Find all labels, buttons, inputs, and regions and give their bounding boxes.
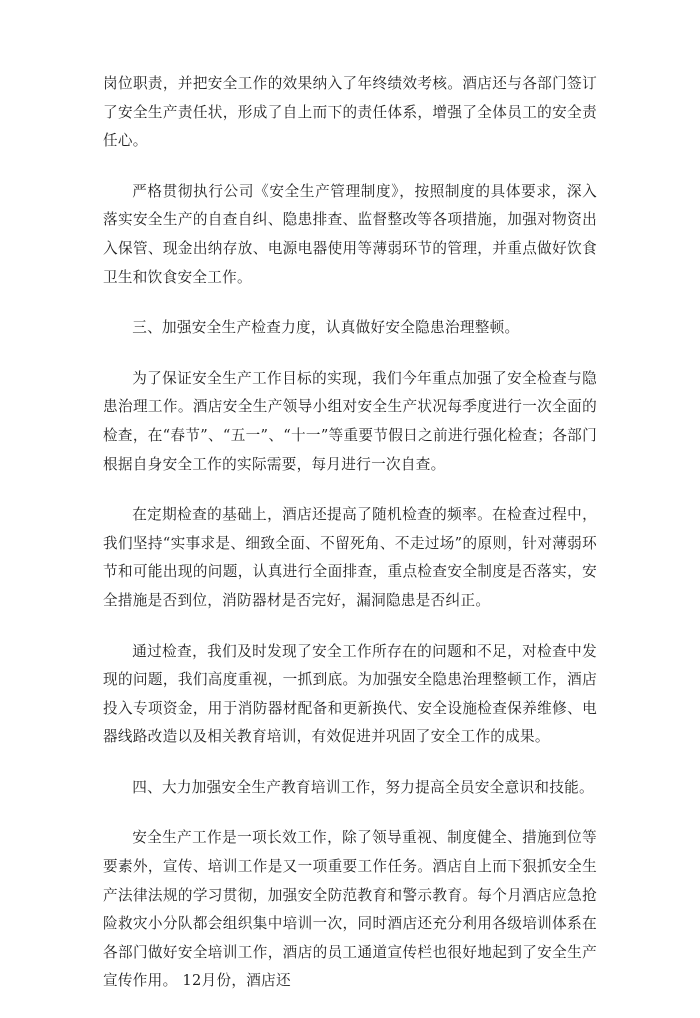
paragraph-training: 安全生产工作是一项长效工作，除了领导重视、制度健全、措施到位等要素外，宣传、培训工作是又一项重要工作任务。酒店自上而下狠抓安全生产法律法规的学习贯彻，加强安全防范教育和警示教育。每个月酒店应急抢险救灾小分队都会组织集中培训一次，同时酒店还充分利用各级培训体系在各部门做好安全培训工作，酒店的员工通道宣传栏也很好地起到了安全生产宣传作用。 12月份，酒店还 (103, 829, 597, 990)
paragraph-random-inspection: 在定期检查的基础上，酒店还提高了随机检查的频率。在检查过程中，我们坚持“实事求是、细致全面、不留死角、不走过场”的原则，针对薄弱环节和可能出现的问题，认真进行全面排查，重点检查安全制度是否落实，安全措施是否到位，消防器材是否完好，漏洞隐患是否纠正。 (103, 506, 597, 609)
paragraph-inspection-results: 通过检查，我们及时发现了安全工作所存在的问题和不足，对检查中发现的问题，我们高度重视，一抓到底。为加强安全隐患治理整顿工作，酒店投入专项资金，用于消防器材配备和更新换代、安全设施检查保养维修、电器线路改造以及相关教育培训，有效促进并巩固了安全工作的成果。 (103, 642, 597, 746)
paragraph-responsibility: 岗位职责，并把安全工作的效果纳入了年终绩效考核。酒店还与各部门签订了安全生产责任状，形成了自上而下的责任体系，增强了全体员工的安全责任心。 (103, 75, 597, 150)
section-heading-4: 四、大力加强安全生产教育培训工作，努力提高全员安全意识和技能。 (132, 778, 594, 796)
paragraph-inspection-goal: 为了保证安全生产工作目标的实现，我们今年重点加强了安全检查与隐患治理工作。酒店安全生产领导小组对安全生产状况每季度进行一次全面的检查，在“春节”、“五一”、“十一”等重要节假日之前进行强化检查；各部门根据自身安全工作的实际需要，每月进行一次自查。 (103, 369, 597, 473)
document-body (103, 70, 597, 1018)
paragraph-management-system: 严格贯彻执行公司《安全生产管理制度》，按照制度的具体要求，深入落实安全生产的自查自纠、隐患排查、监督整改等各项措施，加强对物资出入保管、现金出纳存放、电源电器使用等薄弱环节的管理，并重点做好饮食卫生和饮食安全工作。 (103, 182, 597, 286)
section-heading-3: 三、加强安全生产检查力度，认真做好安全隐患治理整顿。 (132, 319, 520, 337)
